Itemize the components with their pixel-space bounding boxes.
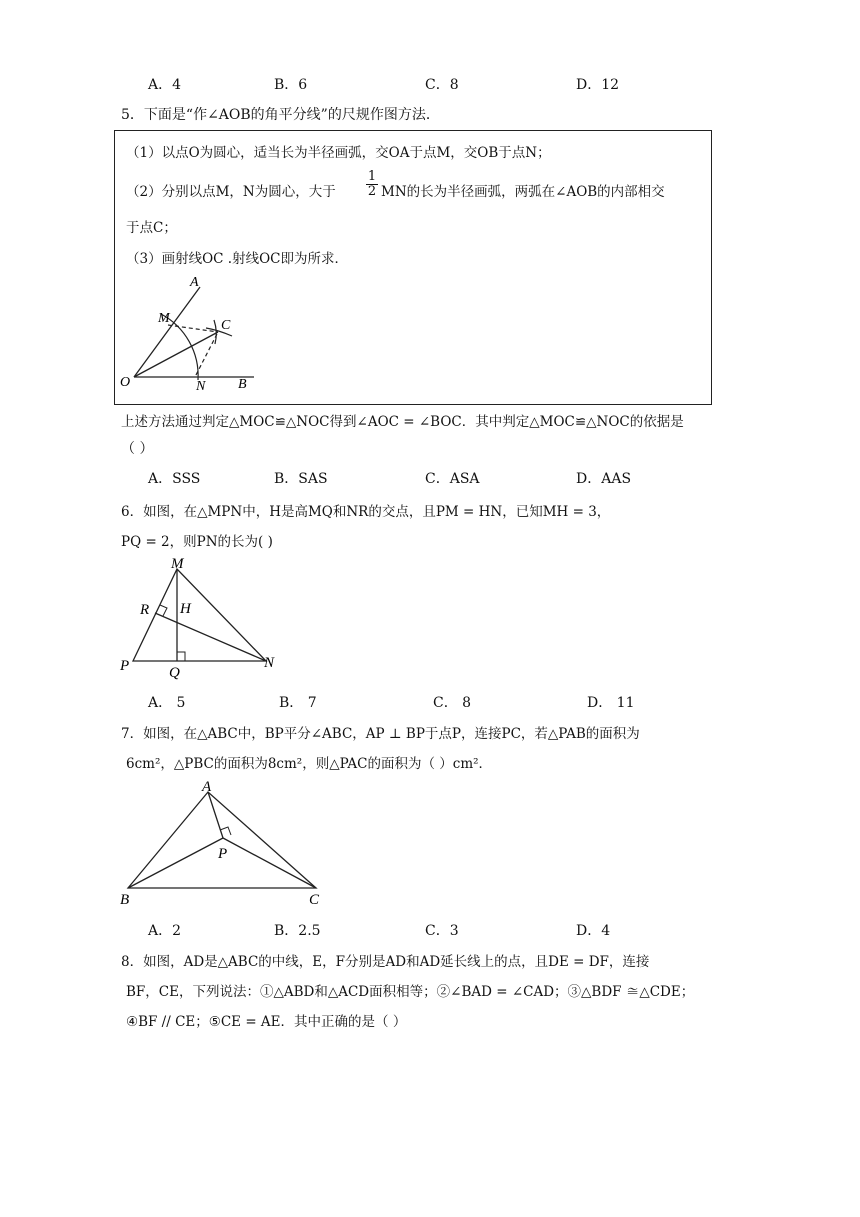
q5-fraction bbox=[366, 170, 378, 199]
fraction-numerator: 1 bbox=[367, 169, 377, 184]
q6-triangle-figure bbox=[114, 555, 289, 680]
q7-option-c[interactable]: C．3 bbox=[425, 923, 459, 939]
q6-option-c[interactable]: C． 8 bbox=[433, 695, 472, 711]
q5-step-2c: 于点C； bbox=[126, 220, 177, 236]
q8-line-1: 8．如图，AD是△ABC的中线，E，F分别是AD和AD延长线上的点，且DE = DF，连接 bbox=[121, 954, 650, 970]
q5-option-c[interactable]: C．ASA bbox=[425, 471, 480, 487]
q6-label-n: N bbox=[264, 655, 275, 671]
q7-label-b: B bbox=[120, 892, 130, 908]
q7-line-2: 6cm²，△PBC的面积为8cm²，则△PAC的面积为（ ）cm²． bbox=[126, 756, 493, 772]
q6-option-d[interactable]: D． 11 bbox=[587, 695, 635, 711]
fraction-denominator: 2 bbox=[367, 184, 377, 199]
q4-option-b[interactable]: B．6 bbox=[274, 77, 308, 93]
q8-line-2: BF，CE，下列说法：①△ABD和△ACD面积相等；②∠BAD = ∠CAD；③△BDF ≅△CDE； bbox=[126, 984, 695, 1000]
q7-option-b[interactable]: B．2.5 bbox=[274, 923, 321, 939]
q5-answer-blank: （ ） bbox=[121, 441, 154, 457]
q5-question: 上述方法通过判定△MOC≌△NOC得到∠AOC = ∠BOC．其中判定△MOC≌△NOC的依据是 bbox=[121, 414, 684, 430]
q5-label-b: B bbox=[238, 377, 247, 392]
q5-option-d[interactable]: D．AAS bbox=[576, 471, 632, 487]
q5-stem: 5．下面是“作∠AOB的角平分线”的尺规作图方法． bbox=[121, 107, 440, 123]
q6-option-a[interactable]: A． 5 bbox=[148, 695, 186, 711]
q5-step-2b: MN的长为半径画弧，两弧在∠AOB的内部相交 bbox=[381, 184, 665, 200]
q5-angle-bisector-figure bbox=[114, 270, 294, 395]
q5-step-3: （3）画射线OC .射线OC即为所求． bbox=[126, 251, 348, 267]
q6-line-1: 6．如图，在△MPN中，H是高MQ和NR的交点，且PM = HN，已知MH = 3， bbox=[121, 504, 611, 520]
q5-label-a: A bbox=[190, 275, 199, 290]
q5-step-1: （1）以点O为圆心，适当长为半径画弧，交OA于点M，交OB于点N； bbox=[126, 145, 551, 161]
q5-option-b[interactable]: B．SAS bbox=[274, 471, 328, 487]
q4-option-c[interactable]: C．8 bbox=[425, 77, 459, 93]
q7-line-1: 7．如图，在△ABC中，BP平分∠ABC，AP ⊥ BP于点P，连接PC，若△PAB的面积为 bbox=[121, 726, 640, 742]
q5-label-m: M bbox=[158, 311, 170, 326]
q5-label-n: N bbox=[196, 379, 206, 394]
q5-label-o: O bbox=[120, 375, 131, 390]
q5-option-a[interactable]: A．SSS bbox=[148, 471, 201, 487]
q5-label-c: C bbox=[221, 318, 231, 333]
q8-line-3: ④BF // CE；⑤CE = AE．其中正确的是（ ） bbox=[126, 1014, 407, 1030]
q6-label-p: P bbox=[120, 658, 130, 674]
q6-label-r: R bbox=[140, 602, 150, 618]
q6-label-h: H bbox=[180, 601, 191, 617]
q4-option-d[interactable]: D．12 bbox=[576, 77, 620, 93]
q6-line-2: PQ = 2，则PN的长为( ) bbox=[121, 534, 273, 550]
q6-label-q: Q bbox=[169, 665, 180, 680]
q7-label-c: C bbox=[309, 892, 320, 908]
q7-label-a: A bbox=[202, 779, 212, 795]
q7-triangle-figure bbox=[114, 778, 329, 908]
q6-label-m: M bbox=[171, 556, 184, 572]
q7-label-p: P bbox=[218, 846, 228, 862]
q7-option-a[interactable]: A．2 bbox=[148, 923, 182, 939]
q5-step-2a: （2）分别以点M，N为圆心，大于 bbox=[126, 184, 336, 200]
q4-option-a[interactable]: A．4 bbox=[148, 77, 182, 93]
q6-option-b[interactable]: B． 7 bbox=[279, 695, 317, 711]
q7-option-d[interactable]: D．4 bbox=[576, 923, 611, 939]
